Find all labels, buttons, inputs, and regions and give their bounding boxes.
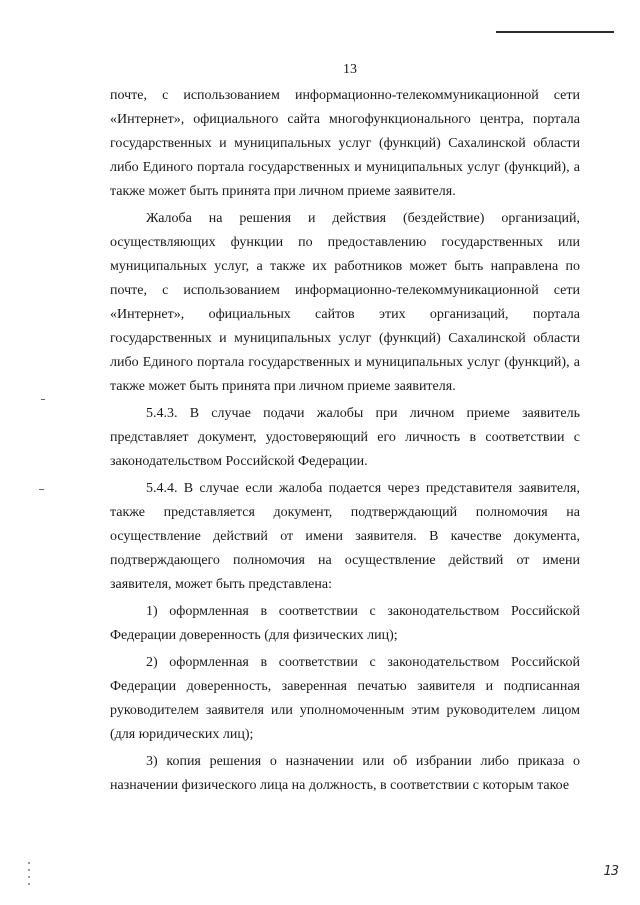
document-body xyxy=(110,84,580,798)
handwritten-page-number: 13 xyxy=(603,864,618,879)
paragraph-continuation: почте, с использованием информационно-телекоммуникационной сети «Интернет», официального сайта многофункционального центра, портала государственных и муниципальных услуг (функций) Сахалинской области либо Единого портала государственных и муниципальных услуг (функций), а также может быть принята при личном приеме заявителя. xyxy=(110,88,580,199)
list-item-1: 1) оформленная в соответствии с законодательством Российской Федерации доверенность (для физических лиц); xyxy=(110,604,580,643)
top-rule xyxy=(496,31,614,33)
margin-mark xyxy=(41,399,45,400)
list-item-3: 3) копия решения о назначении или об избрании либо приказа о назначении физического лица на должность, в соответствии с которым такое xyxy=(110,754,580,793)
paragraph-complaint-organizations: Жалоба на решения и действия (бездействие) организаций, осуществляющих функции по предоставлению государственных или муниципальных услуг, а также их работников может быть направлена по почте, с использованием информационно-телекоммуникационной сети «Интернет», официальных сайтов этих организаций, портала государственных и муниципальных услуг (функций) Сахалинской области либо Единого портала государственных и муниципальных услуг (функций), а также может быть принята при личном приеме заявителя. xyxy=(110,211,580,394)
list-item-2: 2) оформленная в соответствии с законодательством Российской Федерации доверенность, заверенная печатью заявителя и подписанная руководителем заявителя или уполномоченным этим руководителем лицом (для юридических лиц); xyxy=(110,655,580,742)
page-number: 13 xyxy=(343,62,357,77)
margin-mark xyxy=(39,489,44,490)
binding-holes xyxy=(28,862,30,890)
paragraph-5-4-4: 5.4.4. В случае если жалоба подается через представителя заявителя, также представляется документ, подтверждающий полномочия на осуществление действий от имени заявителя. В качестве документа, подтверждающего полномочия на осуществление действий от имени заявителя, может быть представлена: xyxy=(110,481,580,592)
paragraph-5-4-3: 5.4.3. В случае подачи жалобы при личном приеме заявитель представляет документ, удостоверяющий его личность в соответствии с законодательством Российской Федерации. xyxy=(110,406,580,469)
